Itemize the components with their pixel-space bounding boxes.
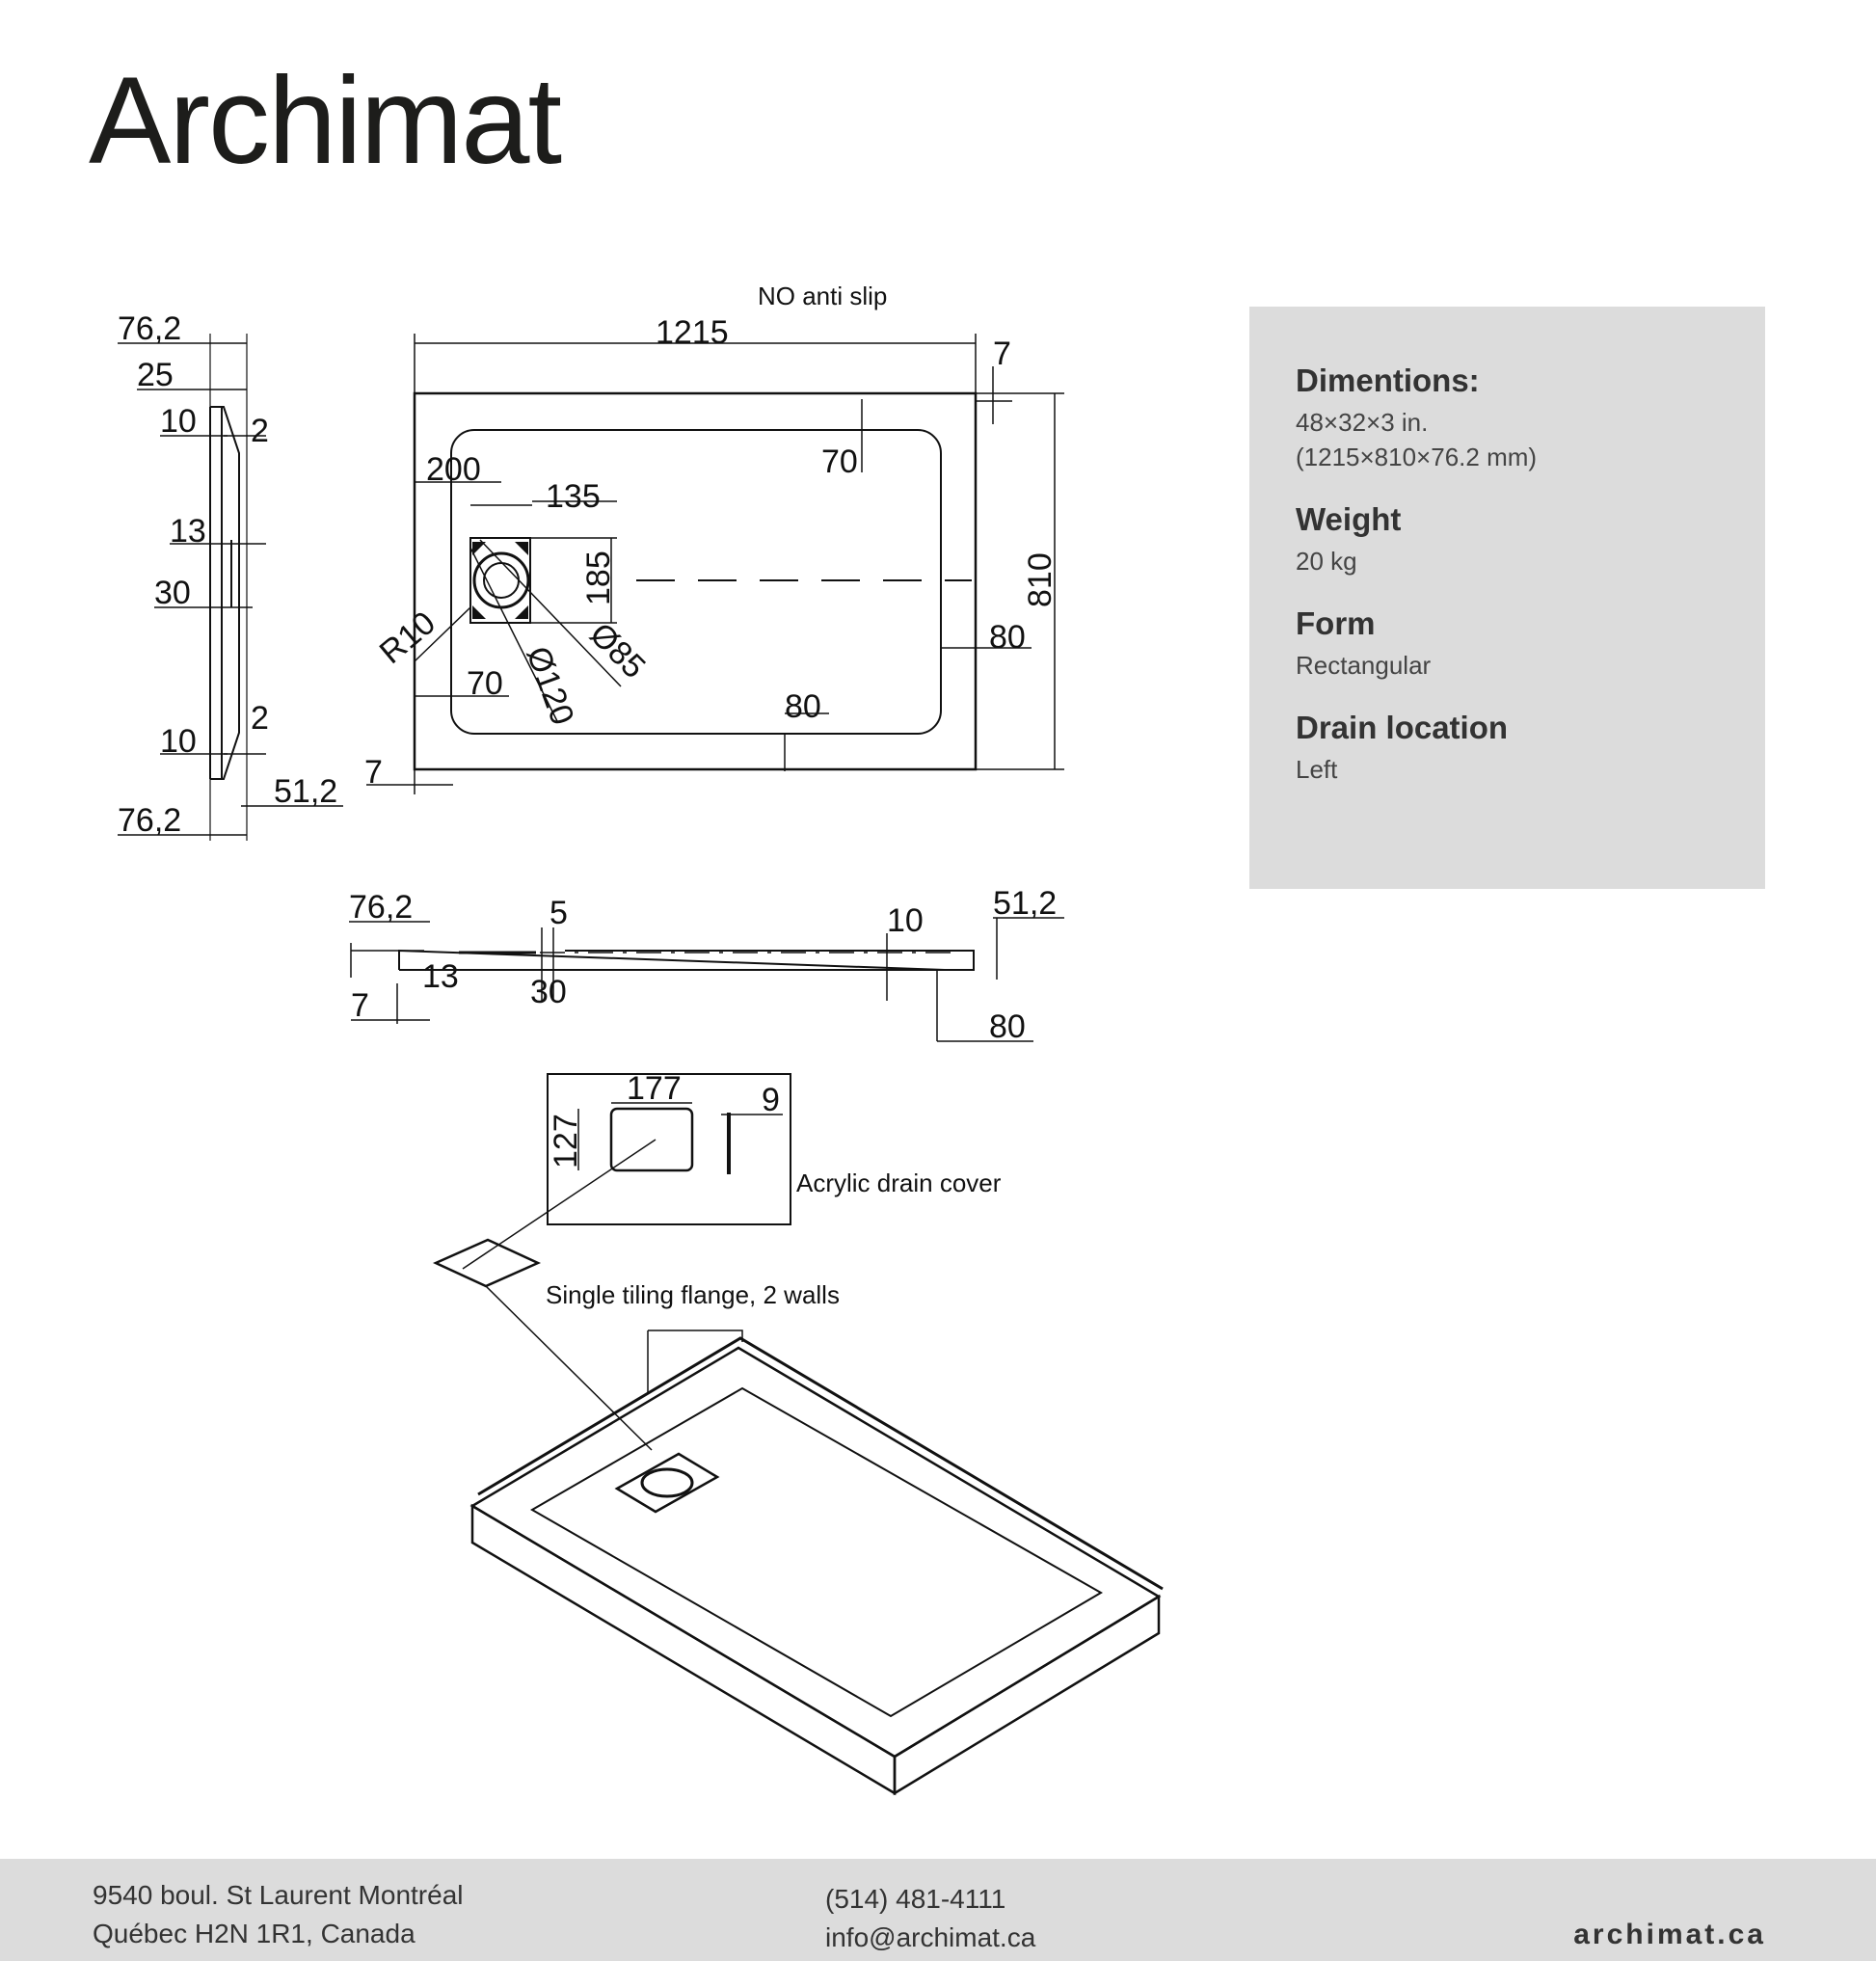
footer-address-line1: 9540 boul. St Laurent Montréal	[93, 1880, 464, 1910]
label-acrylic-drain-cover: Acrylic drain cover	[796, 1169, 1002, 1197]
side-dim-25: 25	[137, 357, 174, 393]
dim-70-bottom: 70	[467, 665, 503, 702]
spec-label-form: Form	[1296, 605, 1376, 641]
dim-80-right: 80	[989, 619, 1026, 656]
spec-drain-location	[1296, 710, 1719, 787]
spec-label-drain-location: Drain location	[1296, 710, 1509, 745]
section-dim-7: 7	[351, 987, 369, 1024]
footer-address-line2: Québec H2N 1R1, Canada	[93, 1919, 415, 1948]
side-dim-10-top: 10	[160, 403, 197, 440]
side-dim-51-2: 51,2	[274, 773, 338, 810]
side-dim-13: 13	[170, 513, 206, 550]
dim-810: 810	[1022, 552, 1059, 607]
section-dim-5: 5	[549, 895, 568, 931]
note-no-anti-slip: NO anti slip	[758, 282, 888, 310]
spec-form	[1296, 605, 1719, 683]
cover-dim-9: 9	[762, 1082, 780, 1118]
section-dim-51-2: 51,2	[993, 885, 1058, 922]
side-dim-30: 30	[154, 575, 191, 611]
dim-r10: R10	[372, 604, 442, 672]
dim-185: 185	[580, 551, 617, 605]
footer	[0, 1859, 1876, 1961]
dim-1215: 1215	[656, 314, 729, 351]
side-dim-10-bottom: 10	[160, 723, 197, 760]
spec-dimensions	[1296, 363, 1719, 474]
footer-phone[interactable]: (514) 481-4111	[825, 1884, 1006, 1914]
dim-7-top: 7	[993, 336, 1011, 372]
dim-80-bottom: 80	[785, 688, 821, 725]
footer-contact	[825, 1880, 1035, 1957]
cover-dim-127: 127	[548, 1114, 584, 1169]
dim-d85: Ø85	[582, 615, 653, 686]
dim-135: 135	[546, 478, 601, 515]
dim-7-left: 7	[364, 754, 383, 791]
dim-70-top: 70	[821, 443, 858, 480]
side-dim-76-2-bottom: 76,2	[118, 802, 182, 839]
dim-200: 200	[426, 451, 481, 488]
footer-website[interactable]: archimat.ca	[1573, 1919, 1766, 1950]
side-dim-2-bottom: 2	[251, 700, 269, 737]
archimat-logo: Archimat	[89, 52, 560, 190]
spec-panel	[1249, 307, 1765, 889]
spec-value-form: Rectangular	[1296, 651, 1432, 680]
spec-label-weight: Weight	[1296, 501, 1402, 537]
spec-weight	[1296, 501, 1719, 578]
dim-d120: Ø120	[519, 641, 581, 730]
side-dim-76-2-top: 76,2	[118, 310, 182, 347]
section-dim-80: 80	[989, 1008, 1026, 1045]
cover-dim-177: 177	[627, 1070, 682, 1107]
side-dim-2-top: 2	[251, 413, 269, 449]
spec-value-dimensions-mm: (1215×810×76.2 mm)	[1296, 443, 1538, 471]
section-dim-13: 13	[422, 958, 459, 995]
label-single-tiling-flange: Single tiling flange, 2 walls	[546, 1280, 840, 1309]
footer-email[interactable]: info@archimat.ca	[825, 1922, 1036, 1952]
spec-value-drain-location: Left	[1296, 755, 1338, 784]
section-dim-10: 10	[887, 902, 924, 939]
section-dim-76-2: 76,2	[349, 889, 414, 926]
spec-value-weight: 20 kg	[1296, 547, 1357, 576]
spec-value-dimensions-in: 48×32×3 in.	[1296, 408, 1429, 437]
side-section-view	[118, 334, 343, 841]
footer-address	[93, 1876, 463, 1953]
section-dim-30: 30	[530, 974, 567, 1010]
spec-label-dimensions: Dimentions:	[1296, 363, 1480, 398]
isometric-view	[436, 1240, 1163, 1793]
plan-view	[366, 334, 1064, 794]
